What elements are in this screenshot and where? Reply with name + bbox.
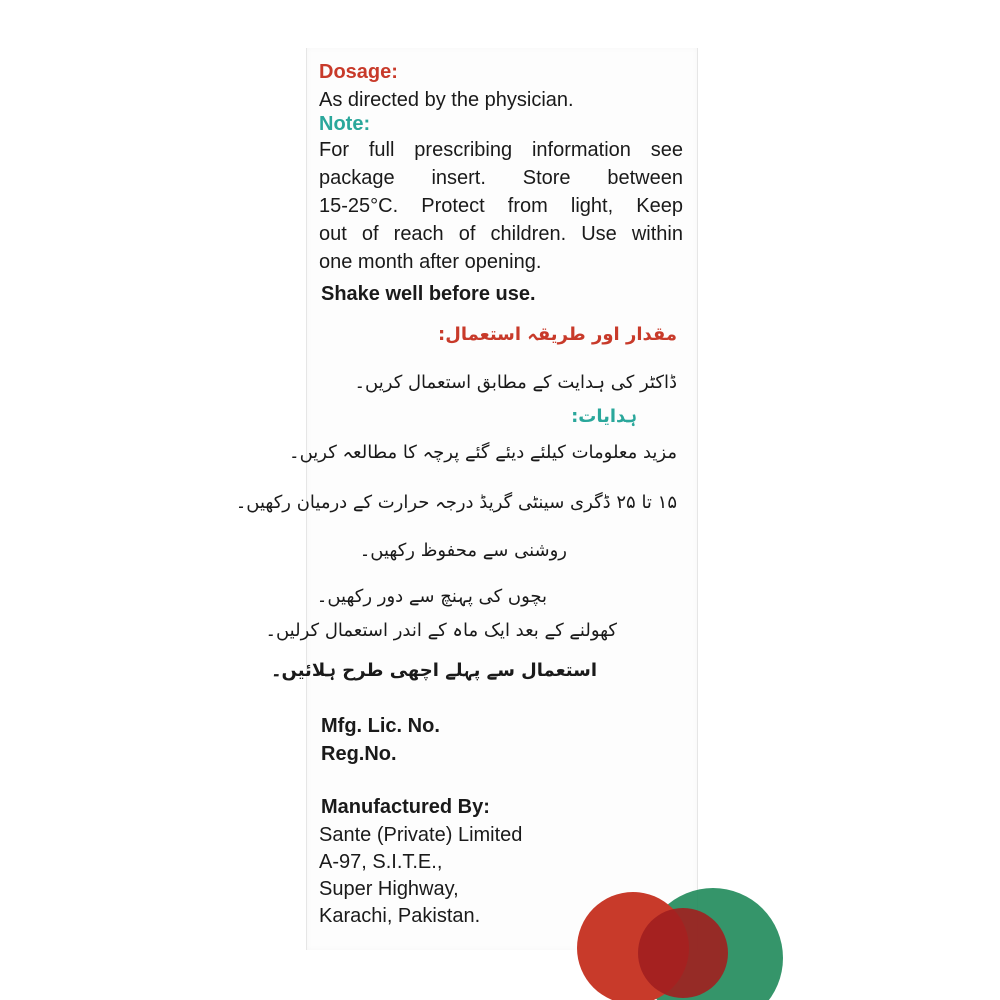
urdu-line-2: ۱۵ تا ۲۵ ڈگری سینٹی گریڈ درجہ حرارت کے درمیان رکھیں۔ — [235, 492, 677, 513]
shake-instruction: Shake well before use. — [321, 283, 536, 305]
reg-no: Reg.No. — [321, 743, 397, 765]
note-heading: Note: — [319, 113, 371, 135]
urdu-dosage-text: ڈاکٹر کی ہدایت کے مطابق استعمال کریں۔ — [354, 372, 677, 393]
note-line-5: one month after opening. — [319, 251, 542, 273]
note-line-3: 15-25°C. Protect from light, Keep — [319, 195, 683, 217]
note-line-1: For full prescribing information see — [319, 139, 683, 161]
manufacturer-heading: Manufactured By: — [321, 796, 490, 818]
note-line-4: out of reach of children. Use within — [319, 223, 683, 245]
dosage-text: As directed by the physician. — [319, 89, 574, 111]
manufacturer-line-4: Karachi, Pakistan. — [319, 905, 481, 927]
urdu-line-5: کھولنے کے بعد ایک ماہ کے اندر استعمال کرلیں۔ — [265, 620, 617, 641]
urdu-line-1: مزید معلومات کیلئے دیئے گئے پرچہ کا مطالعہ کریں۔ — [289, 442, 677, 463]
dosage-heading: Dosage: — [319, 61, 398, 83]
urdu-line-4: بچوں کی پہنچ سے دور رکھیں۔ — [316, 586, 547, 607]
urdu-dosage-heading: مقدار اور طریقہ استعمال: — [438, 324, 677, 345]
manufacturer-line-2: A-97, S.I.T.E., — [319, 851, 443, 873]
package-panel — [235, 48, 698, 950]
manufacturer-line-1: Sante (Private) Limited — [319, 824, 523, 846]
manufacturer-line-3: Super Highway, — [319, 878, 459, 900]
urdu-shake-instruction: استعمال سے پہلے اچھی طرح ہلائیں۔ — [270, 660, 597, 681]
mfg-lic-no: Mfg. Lic. No. — [321, 715, 440, 737]
decorative-circles-graphic — [563, 868, 703, 958]
urdu-note-heading: ہدایات: — [571, 406, 637, 427]
note-line-2: package insert. Store between — [319, 167, 683, 189]
urdu-line-3: روشنی سے محفوظ رکھیں۔ — [359, 540, 567, 561]
